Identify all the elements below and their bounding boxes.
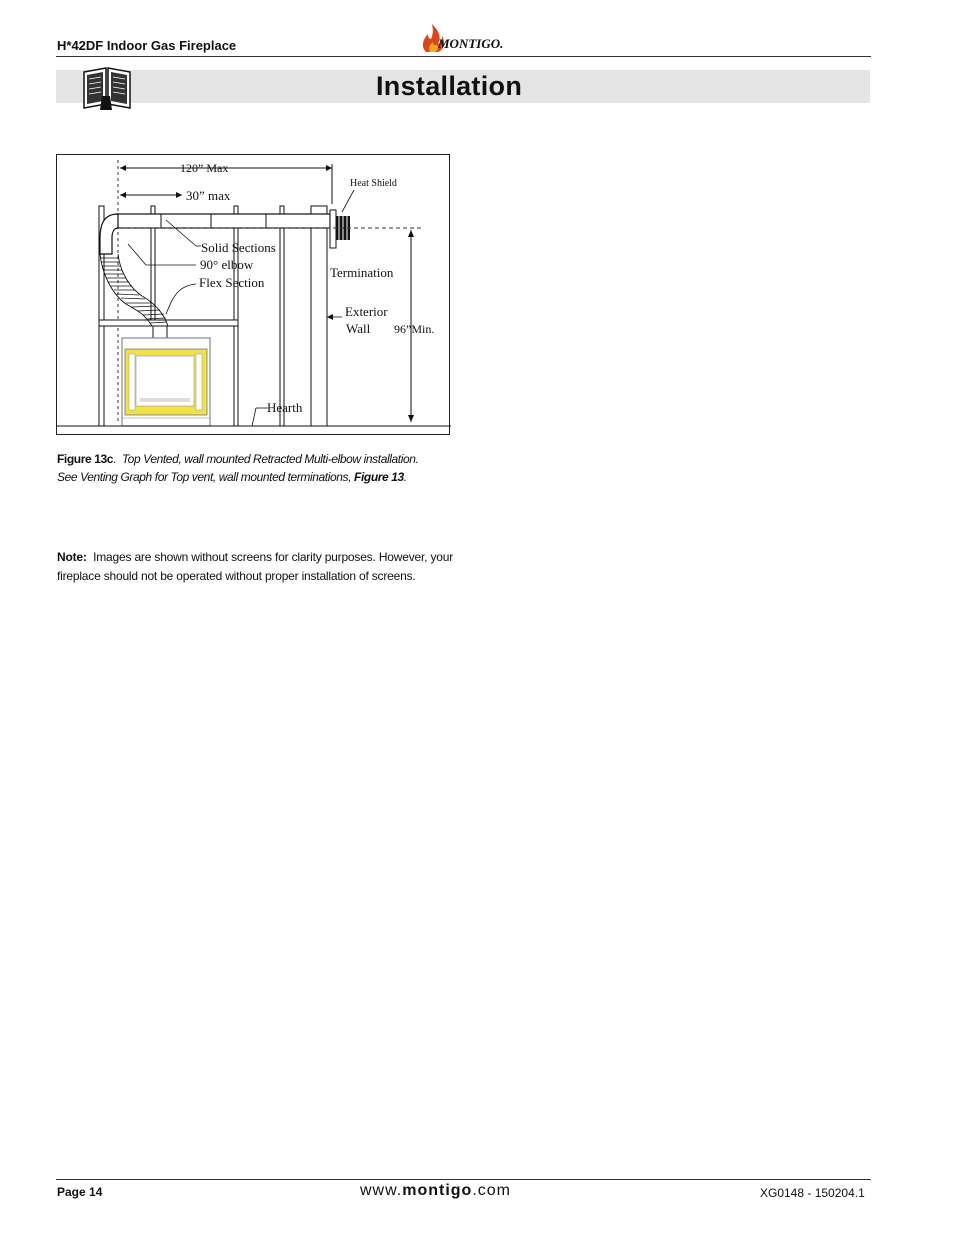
venting-diagram bbox=[56, 154, 451, 436]
figure-label: Figure 13c bbox=[57, 452, 114, 466]
caption-line2: See Venting Graph for Top vent, wall mounted terminations, bbox=[57, 470, 355, 484]
montigo-logo bbox=[418, 24, 514, 54]
note-label: Note: bbox=[57, 550, 87, 564]
page-number: Page 14 bbox=[57, 1185, 103, 1199]
footer-rule bbox=[56, 1179, 871, 1180]
label-120-max: 120” Max bbox=[180, 161, 229, 175]
label-hearth: Hearth bbox=[267, 400, 303, 415]
label-solid-sections: Solid Sections bbox=[201, 240, 276, 255]
document-code: XG0148 - 150204.1 bbox=[760, 1186, 865, 1200]
label-exterior: Exterior bbox=[345, 304, 388, 319]
label-90-elbow: 90° elbow bbox=[200, 257, 254, 272]
website-prefix: www. bbox=[360, 1182, 403, 1199]
label-wall: Wall bbox=[346, 321, 371, 336]
website-url[interactable] bbox=[360, 1182, 511, 1200]
website-brand: montigo bbox=[402, 1182, 473, 1199]
book-manual-icon bbox=[80, 66, 134, 110]
svg-text:MONTIGO.: MONTIGO. bbox=[438, 36, 504, 51]
caption-line1: Top Vented, wall mounted Retracted Multi-elbow installation. bbox=[121, 452, 419, 466]
note-text: Images are shown without screens for clarity purposes. However, your fireplace should not be operated without proper installation of screens. bbox=[57, 550, 453, 583]
section-title: Installation bbox=[376, 71, 523, 101]
header-rule bbox=[56, 56, 871, 57]
figure-caption: Figure 13c. Top Vented, wall mounted Retracted Multi-elbow installation. See Venting Graph for Top vent, wall mounted terminations, Figure 13. bbox=[57, 452, 419, 484]
document-title: H*42DF Indoor Gas Fireplace bbox=[57, 38, 237, 53]
label-96-min: 96”Min. bbox=[394, 322, 435, 336]
website-suffix: .com bbox=[472, 1182, 511, 1199]
figure-reference: Figure 13 bbox=[354, 470, 404, 484]
note-paragraph bbox=[57, 548, 453, 586]
label-30-max: 30” max bbox=[186, 188, 231, 203]
label-flex-section: Flex Section bbox=[199, 275, 265, 290]
label-termination: Termination bbox=[330, 265, 394, 280]
label-heat-shield: Heat Shield bbox=[350, 178, 397, 189]
